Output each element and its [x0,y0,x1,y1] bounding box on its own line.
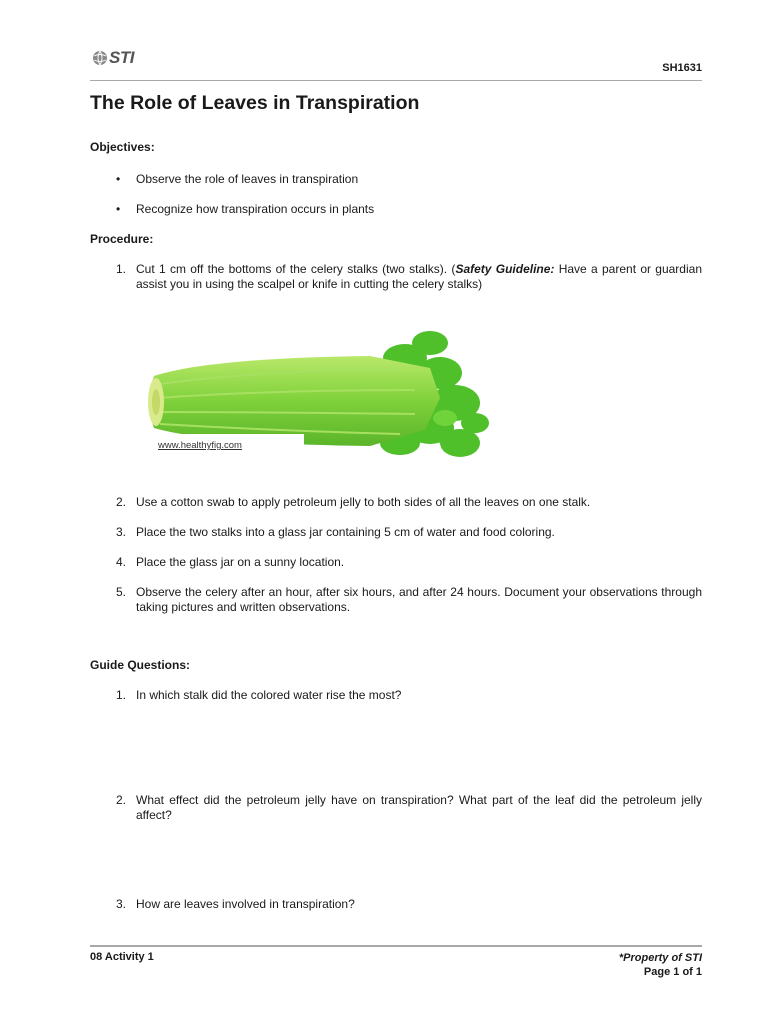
safety-guideline-label: Safety Guideline: [455,262,555,276]
footer-rule [90,945,702,947]
objective-item: Observe the role of leaves in transpiration [136,172,359,186]
logo-text: STI [109,48,134,67]
guide-question: What effect did the petroleum jelly have on transpiration? What part of the leaf did the petroleum jelly affect? [136,793,702,822]
step-text: Have a parent or guardian assist you in using the scalpel or knife in cutting the celery stalks) [136,262,702,291]
image-source-caption: www.healthyfig.com [158,440,242,451]
guide-questions-heading: Guide Questions: [90,658,191,672]
step-number: 3. [115,525,126,539]
guide-question: How are leaves involved in transpiration? [136,897,355,911]
procedure-step: Observe the celery after an hour, after six hours, and after 24 hours. Document your observations through taking pictures and written observations. [136,585,702,614]
footer-right [619,951,702,979]
globe-icon [92,50,108,66]
step-number: 1. [115,262,126,276]
activity-label: 08 Activity 1 [90,951,154,963]
procedure-step [136,262,702,292]
question-number: 3. [115,897,126,911]
step-text: Cut 1 cm off the bottoms of the celery stalks (two stalks). ( [136,262,456,276]
objective-item: Recognize how transpiration occurs in plants [136,202,375,216]
procedure-step: Place the two stalks into a glass jar containing 5 cm of water and food coloring. [136,525,555,539]
objectives-heading: Objectives: [90,140,155,154]
question-number: 2. [115,793,126,807]
bullet-icon: • [116,172,121,186]
document-code: SH1631 [662,62,702,74]
procedure-step: Use a cotton swab to apply petroleum jelly to both sides of all the leaves on one stalk. [136,495,591,509]
step-number: 2. [115,495,126,509]
step-number: 4. [115,555,126,569]
step-number: 5. [115,585,126,599]
question-number: 1. [115,688,126,702]
property-notice: *Property of STI [618,952,702,964]
page-number: Page 1 of 1 [643,966,702,978]
header-rule [90,80,702,81]
procedure-heading: Procedure: [90,232,154,246]
celery-image [140,318,500,476]
page-title: The Role of Leaves in Transpiration [90,92,420,114]
sti-logo [92,48,134,68]
guide-question: In which stalk did the colored water rise the most? [136,688,402,702]
procedure-step: Place the glass jar on a sunny location. [136,555,345,569]
bullet-icon: • [116,202,121,216]
